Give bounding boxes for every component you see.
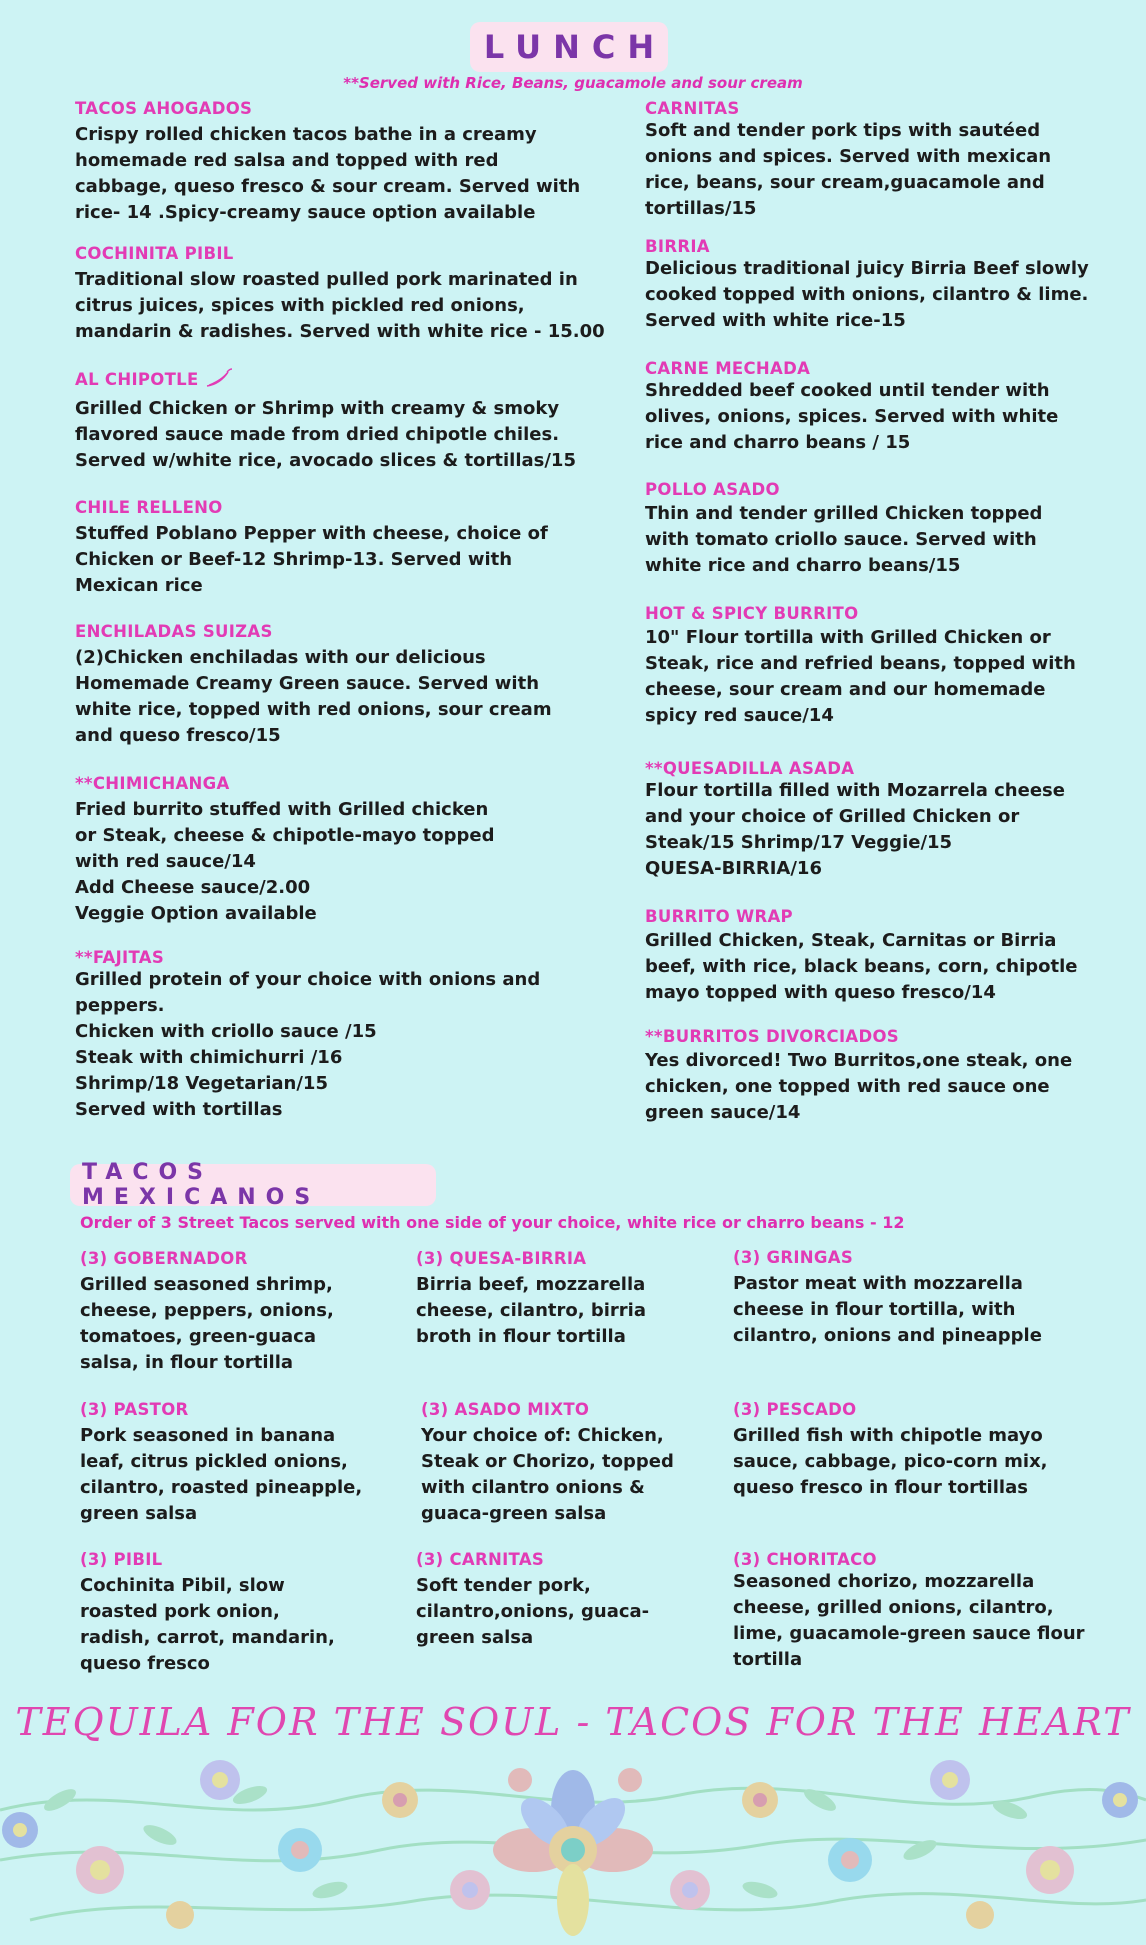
item-name: (3) CHORITACO bbox=[733, 1550, 877, 1569]
item-description: Pork seasoned in banana leaf, citrus pickled onions, cilantro, roasted pineapple, green salsa bbox=[80, 1425, 363, 1524]
menu-item-burrito-wrap bbox=[645, 907, 1105, 1006]
taco-item-pastor bbox=[80, 1400, 380, 1527]
item-name: POLLO ASADO bbox=[645, 480, 780, 499]
menu-item-tacos-ahogados bbox=[75, 99, 605, 226]
item-description: Flour tortilla filled with Mozarrela cheese and your choice of Grilled Chicken or Steak/15 Shrimp/17 Veggie/15 QUESA-BIRRIA/16 bbox=[645, 780, 1065, 879]
item-description: Grilled Chicken, Steak, Carnitas or Birria beef, with rice, black beans, corn, chipotle mayo topped with queso fresco/14 bbox=[645, 930, 1078, 1003]
item-name: **FAJITAS bbox=[75, 948, 165, 967]
taco-item-pibil bbox=[80, 1550, 380, 1677]
item-name: (3) PESCADO bbox=[733, 1400, 857, 1419]
item-name: TACOS AHOGADOS bbox=[75, 99, 253, 118]
lunch-subtitle: **Served with Rice, Beans, guacamole and sour cream bbox=[343, 74, 803, 92]
menu-item-carne-mechada bbox=[645, 359, 1105, 456]
menu-item-fajitas bbox=[75, 948, 605, 1123]
tacos-section-title: TACOS MEXICANOS bbox=[70, 1164, 436, 1206]
menu-item-pollo-asado bbox=[645, 480, 1105, 579]
item-name: **QUESADILLA ASADA bbox=[645, 759, 855, 778]
item-description: Stuffed Poblano Pepper with cheese, choice of Chicken or Beef-12 Shrimp-13. Served with Mexican rice bbox=[75, 523, 548, 596]
lunch-title: LUNCH bbox=[470, 22, 668, 72]
item-name: COCHINITA PIBIL bbox=[75, 244, 234, 263]
taco-item-asado-mixto bbox=[421, 1400, 711, 1527]
item-description: Grilled fish with chipotle mayo sauce, cabbage, pico-corn mix, queso fresco in flour tortillas bbox=[733, 1425, 1048, 1498]
taco-item-quesa-birria bbox=[416, 1249, 706, 1350]
item-name: AL CHIPOTLE bbox=[75, 368, 605, 392]
item-name: BIRRIA bbox=[645, 237, 710, 256]
menu-item-al-chipotle bbox=[75, 368, 605, 474]
item-name: BURRITO WRAP bbox=[645, 907, 793, 926]
item-name: (3) PASTOR bbox=[80, 1400, 189, 1419]
taco-item-carnitas bbox=[416, 1550, 706, 1651]
item-name: HOT & SPICY BURRITO bbox=[645, 604, 859, 623]
item-name: (3) ASADO MIXTO bbox=[421, 1400, 590, 1419]
item-description: Yes divorced! Two Burritos,one steak, one chicken, one topped with red sauce one green sauce/14 bbox=[645, 1050, 1073, 1123]
item-description: Thin and tender grilled Chicken topped with tomato criollo sauce. Served with white rice and charro beans/15 bbox=[645, 503, 1043, 576]
menu-item-enchiladas-suizas bbox=[75, 622, 605, 749]
tacos-section-subtitle: Order of 3 Street Tacos served with one side of your choice, white rice or charro beans - 12 bbox=[80, 1213, 905, 1232]
item-name: (3) GRINGAS bbox=[733, 1248, 854, 1267]
item-name: CHILE RELLENO bbox=[75, 498, 223, 517]
item-description: (2)Chicken enchiladas with our delicious Homemade Creamy Green sauce. Served with white rice, topped with red onions, sour cream and queso fresco/15 bbox=[75, 647, 552, 746]
taco-item-gobernador bbox=[80, 1249, 380, 1376]
item-description: Seasoned chorizo, mozzarella cheese, grilled onions, cilantro, lime, guacamole-green sauce flour tortilla bbox=[733, 1571, 1085, 1670]
menu-item-carnitas bbox=[645, 99, 1105, 222]
item-name: ENCHILADAS SUIZAS bbox=[75, 622, 273, 641]
taco-item-gringas bbox=[733, 1248, 1103, 1349]
menu-item-chimichanga bbox=[75, 774, 605, 927]
item-description: Grilled seasoned shrimp, cheese, peppers, onions, tomatoes, green-guaca salsa, in flour tortilla bbox=[80, 1274, 334, 1373]
item-description: Grilled Chicken or Shrimp with creamy & smoky flavored sauce made from dried chipotle chiles. Served w/white rice, avocado slices & tortillas/15 bbox=[75, 398, 576, 471]
menu-item-cochinita-pibil bbox=[75, 244, 605, 345]
taco-item-choritaco bbox=[733, 1550, 1103, 1673]
menu-item-quesadilla-asada bbox=[645, 759, 1105, 882]
menu-item-burritos-divorciados bbox=[645, 1027, 1105, 1126]
item-name: (3) GOBERNADOR bbox=[80, 1249, 248, 1268]
item-description: Soft and tender pork tips with sautéed onions and spices. Served with mexican rice, beans, sour cream,guacamole and tortillas/15 bbox=[645, 120, 1052, 219]
taco-item-pescado bbox=[733, 1400, 1103, 1501]
item-name: (3) QUESA-BIRRIA bbox=[416, 1249, 587, 1268]
item-description: Grilled protein of your choice with onions and peppers. Chicken with criollo sauce /15 Steak with chimichurri /16 Shrimp/18 Vegetarian/15 Served with tortillas bbox=[75, 969, 541, 1120]
item-name: (3) PIBIL bbox=[80, 1550, 163, 1569]
item-name: **CHIMICHANGA bbox=[75, 774, 230, 793]
item-description: Your choice of: Chicken, Steak or Chorizo, topped with cilantro onions & guaca-green salsa bbox=[421, 1425, 674, 1524]
floral-border-image bbox=[0, 1740, 1146, 1945]
item-name: **BURRITOS DIVORCIADOS bbox=[645, 1027, 899, 1046]
item-description: 10" Flour tortilla with Grilled Chicken or Steak, rice and refried beans, topped with cheese, sour cream and our homemade spicy red sauce/14 bbox=[645, 627, 1076, 726]
menu-item-birria bbox=[645, 237, 1105, 334]
tagline: TEQUILA FOR THE SOUL - TACOS FOR THE HEART bbox=[15, 1700, 1131, 1744]
item-name: (3) CARNITAS bbox=[416, 1550, 545, 1569]
menu-item-hot-spicy-burrito bbox=[645, 604, 1105, 729]
chile-pepper-icon bbox=[205, 368, 233, 392]
item-name: CARNE MECHADA bbox=[645, 359, 811, 378]
item-name: CARNITAS bbox=[645, 99, 740, 118]
item-description: Traditional slow roasted pulled pork marinated in citrus juices, spices with pickled red onions, mandarin & radishes. Served with white rice - 15.00 bbox=[75, 269, 605, 342]
item-description: Birria beef, mozzarella cheese, cilantro, birria broth in flour tortilla bbox=[416, 1274, 646, 1347]
item-description: Soft tender pork, cilantro,onions, guaca- green salsa bbox=[416, 1575, 650, 1648]
item-description: Fried burrito stuffed with Grilled chicken or Steak, cheese & chipotle-mayo topped with red sauce/14 Add Cheese sauce/2.00 Veggie Option available bbox=[75, 799, 495, 924]
menu-item-chile-relleno bbox=[75, 498, 605, 599]
item-description: Shredded beef cooked until tender with olives, onions, spices. Served with white rice and charro beans / 15 bbox=[645, 380, 1059, 453]
item-description: Crispy rolled chicken tacos bathe in a creamy homemade red salsa and topped with red cabbage, queso fresco & sour cream. Served with rice- 14 .Spicy-creamy sauce option available bbox=[75, 124, 581, 223]
item-description: Delicious traditional juicy Birria Beef slowly cooked topped with onions, cilantro & lime. Served with white rice-15 bbox=[645, 258, 1089, 331]
item-description: Cochinita Pibil, slow roasted pork onion, radish, carrot, mandarin, queso fresco bbox=[80, 1575, 335, 1674]
item-description: Pastor meat with mozzarella cheese in flour tortilla, with cilantro, onions and pineapple bbox=[733, 1273, 1042, 1346]
